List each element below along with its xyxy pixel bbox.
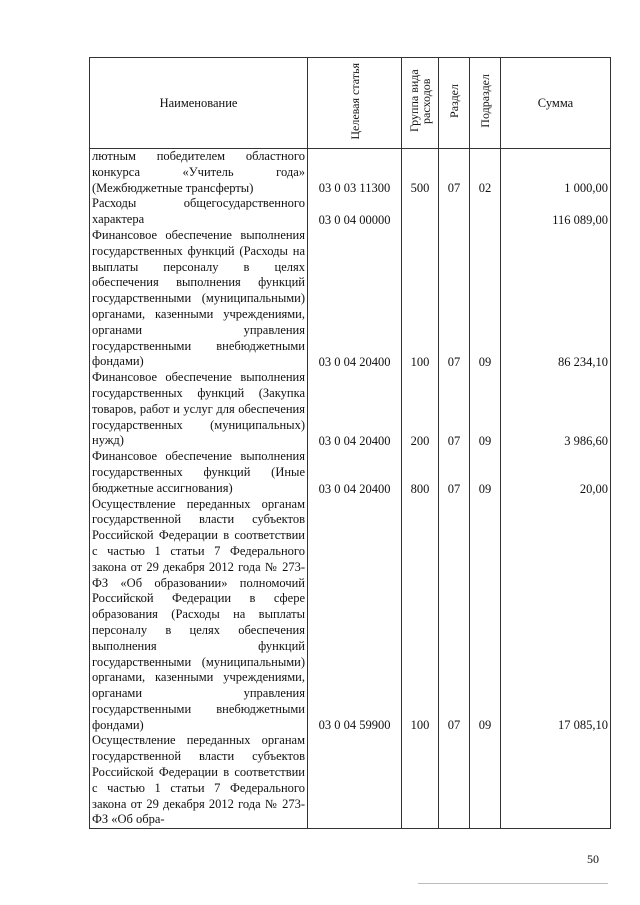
row-sum: 17 085,10 xyxy=(501,497,611,734)
row-target-article: 03 0 04 20400 xyxy=(308,449,402,496)
row-target-article: 03 0 04 20400 xyxy=(308,228,402,370)
header-sum: Сумма xyxy=(501,58,611,149)
row-name: Осуществление переданных органам государственной власти субъектов Российской Федерации в соответствии с частью 1 статьи 7 Федерального закона от 29 декабря 2012 года № 273-ФЗ «Об образовании» полномочий Российской Федерации в сфере образования (Расходы на выплаты персоналу в целях обеспечения выполнения функций государственными (муниципальными) органами, казенными учреждениями, органами управления государственными внебюджетными фондами) xyxy=(90,497,308,734)
row-sum: 86 234,10 xyxy=(501,228,611,370)
table-row xyxy=(90,497,611,734)
row-target-article: 03 0 04 00000 xyxy=(308,196,402,228)
row-name: Финансовое обеспечение выполнения государственных функций (Закупка товаров, работ и услуг для обеспечения государственных (муниципальных) нужд) xyxy=(90,370,308,449)
row-section: 07 xyxy=(439,228,470,370)
page-number: 50 xyxy=(587,852,599,866)
table-row xyxy=(90,228,611,370)
row-name: Расходы общегосударственного характера xyxy=(90,196,308,228)
table-header-row xyxy=(90,58,611,149)
row-target-article: 03 0 03 11300 xyxy=(308,149,402,197)
row-expense-group: 800 xyxy=(402,449,439,496)
table-row xyxy=(90,733,611,828)
table-row xyxy=(90,449,611,496)
row-subsection: 02 xyxy=(470,149,501,197)
footer-divider xyxy=(418,883,608,884)
row-subsection xyxy=(470,196,501,228)
row-name: Осуществление переданных органам государственной власти субъектов Российской Федерации в соответствии с частью 1 статьи 7 Федерального закона от 29 декабря 2012 года № 273-ФЗ «Об обра- xyxy=(90,733,308,828)
row-section xyxy=(439,733,470,828)
row-expense-group xyxy=(402,733,439,828)
row-section xyxy=(439,196,470,228)
header-subsection: Подраздел xyxy=(470,58,501,149)
header-expense-group: Группа вида расходов xyxy=(402,58,439,149)
header-section: Раздел xyxy=(439,58,470,149)
row-name: лютным победителем областного конкурса «Учитель года» (Межбюджетные трансферты) xyxy=(90,149,308,197)
row-sum xyxy=(501,733,611,828)
row-subsection: 09 xyxy=(470,370,501,449)
row-sum: 20,00 xyxy=(501,449,611,496)
row-target-article xyxy=(308,733,402,828)
header-name: Наименование xyxy=(90,58,308,149)
row-section: 07 xyxy=(439,497,470,734)
row-expense-group: 100 xyxy=(402,497,439,734)
table-row xyxy=(90,149,611,197)
row-sum: 1 000,00 xyxy=(501,149,611,197)
row-sum: 116 089,00 xyxy=(501,196,611,228)
row-subsection: 09 xyxy=(470,228,501,370)
budget-table xyxy=(89,57,611,829)
row-section: 07 xyxy=(439,449,470,496)
row-expense-group: 200 xyxy=(402,370,439,449)
row-sum: 3 986,60 xyxy=(501,370,611,449)
row-expense-group: 100 xyxy=(402,228,439,370)
row-target-article: 03 0 04 59900 xyxy=(308,497,402,734)
table-row xyxy=(90,370,611,449)
table-row xyxy=(90,196,611,228)
row-subsection: 09 xyxy=(470,449,501,496)
row-expense-group: 500 xyxy=(402,149,439,197)
row-name: Финансовое обеспечение выполнения государственных функций (Расходы на выплаты персоналу в целях обеспечения выполнения функций государственными (муниципальными) органами, казенными учреждениями, органами управления государственными внебюджетными фондами) xyxy=(90,228,308,370)
row-section: 07 xyxy=(439,370,470,449)
row-expense-group xyxy=(402,196,439,228)
row-section: 07 xyxy=(439,149,470,197)
row-target-article: 03 0 04 20400 xyxy=(308,370,402,449)
row-subsection xyxy=(470,733,501,828)
row-name: Финансовое обеспечение выполнения государственных функций (Иные бюджетные ассигнования) xyxy=(90,449,308,496)
header-target-article: Целевая статья xyxy=(308,58,402,149)
row-subsection: 09 xyxy=(470,497,501,734)
